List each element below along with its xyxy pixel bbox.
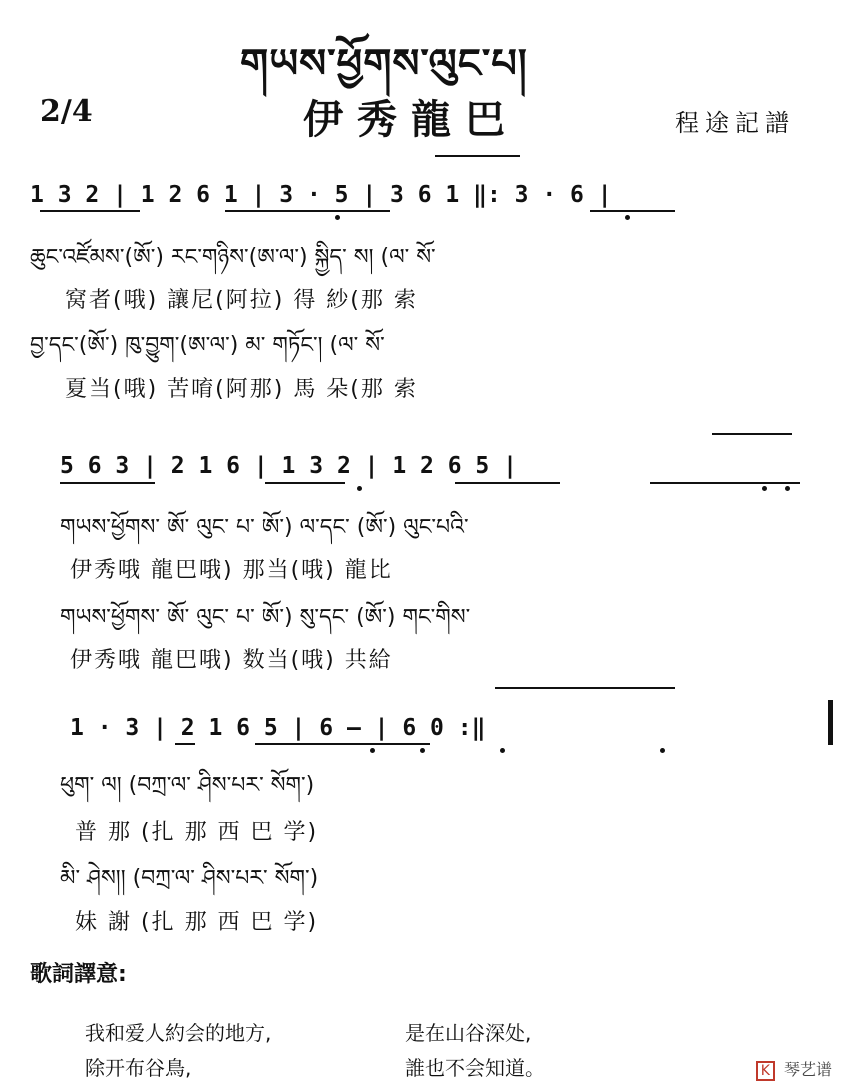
slur-line bbox=[712, 433, 792, 435]
octave-dot bbox=[357, 486, 362, 491]
lyrics-chinese-2: 夏当(哦) 苦唷(阿那) 馬 朵(那 索 bbox=[65, 377, 418, 402]
lyrics-chinese-5: 普 那 (扎 那 西 巴 学) bbox=[75, 820, 319, 845]
lyrics-tibetan-4: གཡས་ཕྱོགས་ ཨོ་ ལུང་ པ་ ཨོ་) སུ་དང་ (ཨོ་) གང་གིས་ bbox=[60, 605, 471, 630]
octave-dot bbox=[625, 215, 630, 220]
lyrics-chinese-4: 伊秀哦 龍巴哦) 数当(哦) 共給 bbox=[70, 648, 393, 673]
octave-dot bbox=[660, 748, 665, 753]
tibetan-title: གཡས་ཕྱོགས་ལུང་པ། bbox=[240, 41, 528, 87]
beam-underline bbox=[265, 482, 345, 484]
translation-heading: 歌詞譯意: bbox=[30, 962, 127, 987]
lyrics-chinese-6: 妹 謝 (扎 那 西 巴 学) bbox=[75, 910, 319, 935]
beam-underline bbox=[650, 482, 800, 484]
octave-dot bbox=[370, 748, 375, 753]
watermark-logo-text: 琴艺谱 bbox=[783, 1060, 832, 1079]
beam-underline bbox=[255, 743, 430, 745]
octave-dot bbox=[420, 748, 425, 753]
translation-line-1-left: 我和爱人約会的地方, bbox=[85, 1021, 272, 1045]
lyrics-tibetan-1: ཆུང་འཛོམས་(ཨོ་) རང་གཉིས་(ཨ་ལ་) སྐྱིད་ ས། (ལ་ སོ་ bbox=[30, 245, 436, 270]
octave-dot bbox=[500, 748, 505, 753]
octave-dot bbox=[335, 215, 340, 220]
lyrics-chinese-3: 伊秀哦 龍巴哦) 那当(哦) 龍比 bbox=[70, 558, 393, 583]
octave-dot bbox=[762, 486, 767, 491]
slur-line bbox=[435, 155, 520, 157]
notation-line-1: 1 3 2 | 1 2 6 1 | 3 · 5 | 3 6 1 ‖: 3 · 6 | bbox=[30, 182, 612, 208]
notation-line-2: 5 6 3 | 2 1 6 | 1 3 2 | 1 2 6 5 | bbox=[60, 453, 517, 479]
lyrics-tibetan-2: བྱ་དང་(ཨོ་) ཁུ་བྱུག་(ཨ་ལ་) མ་ གཏོང་། (ལ་ སོ་ bbox=[30, 333, 385, 358]
beam-underline bbox=[455, 482, 560, 484]
time-signature: 2/4 bbox=[40, 94, 93, 129]
notation-line-3: 1 · 3 | 2 1 6 5 | 6 — | 6 0 :‖ bbox=[70, 715, 486, 741]
octave-dot bbox=[785, 486, 790, 491]
lyrics-tibetan-5: ཕུག་ ལ། (བཀྲ་ལ་ ཤིས་པར་ སོག་) bbox=[60, 773, 315, 798]
beam-underline bbox=[225, 210, 390, 212]
translation-line-2-right: 誰也不会知道。 bbox=[405, 1056, 545, 1080]
watermark bbox=[756, 1057, 832, 1081]
beam-underline bbox=[590, 210, 675, 212]
lyrics-tibetan-6: མི་ ཤེས།། (བཀྲ་ལ་ ཤིས་པར་ སོག་) bbox=[60, 866, 319, 891]
watermark-logo-icon: K bbox=[756, 1061, 775, 1081]
beam-underline bbox=[40, 210, 140, 212]
lyrics-chinese-1: 窝者(哦) 讓尼(阿拉) 得 紗(那 索 bbox=[65, 288, 418, 313]
final-barline bbox=[828, 700, 833, 745]
translation-line-2-left: 除开布谷鳥, bbox=[85, 1056, 192, 1080]
translation-line-1-right: 是在山谷深处, bbox=[405, 1021, 532, 1045]
beam-underline bbox=[60, 482, 155, 484]
lyrics-tibetan-3: གཡས་ཕྱོགས་ ཨོ་ ལུང་ པ་ ཨོ་) ལ་དང་ (ཨོ་) ལུང་པའི་ bbox=[60, 515, 469, 540]
transcriber-credit: 程途記譜 bbox=[675, 109, 795, 137]
slur-line bbox=[495, 687, 675, 689]
beam-underline bbox=[175, 743, 195, 745]
song-title: 伊秀龍巴 bbox=[303, 96, 519, 143]
